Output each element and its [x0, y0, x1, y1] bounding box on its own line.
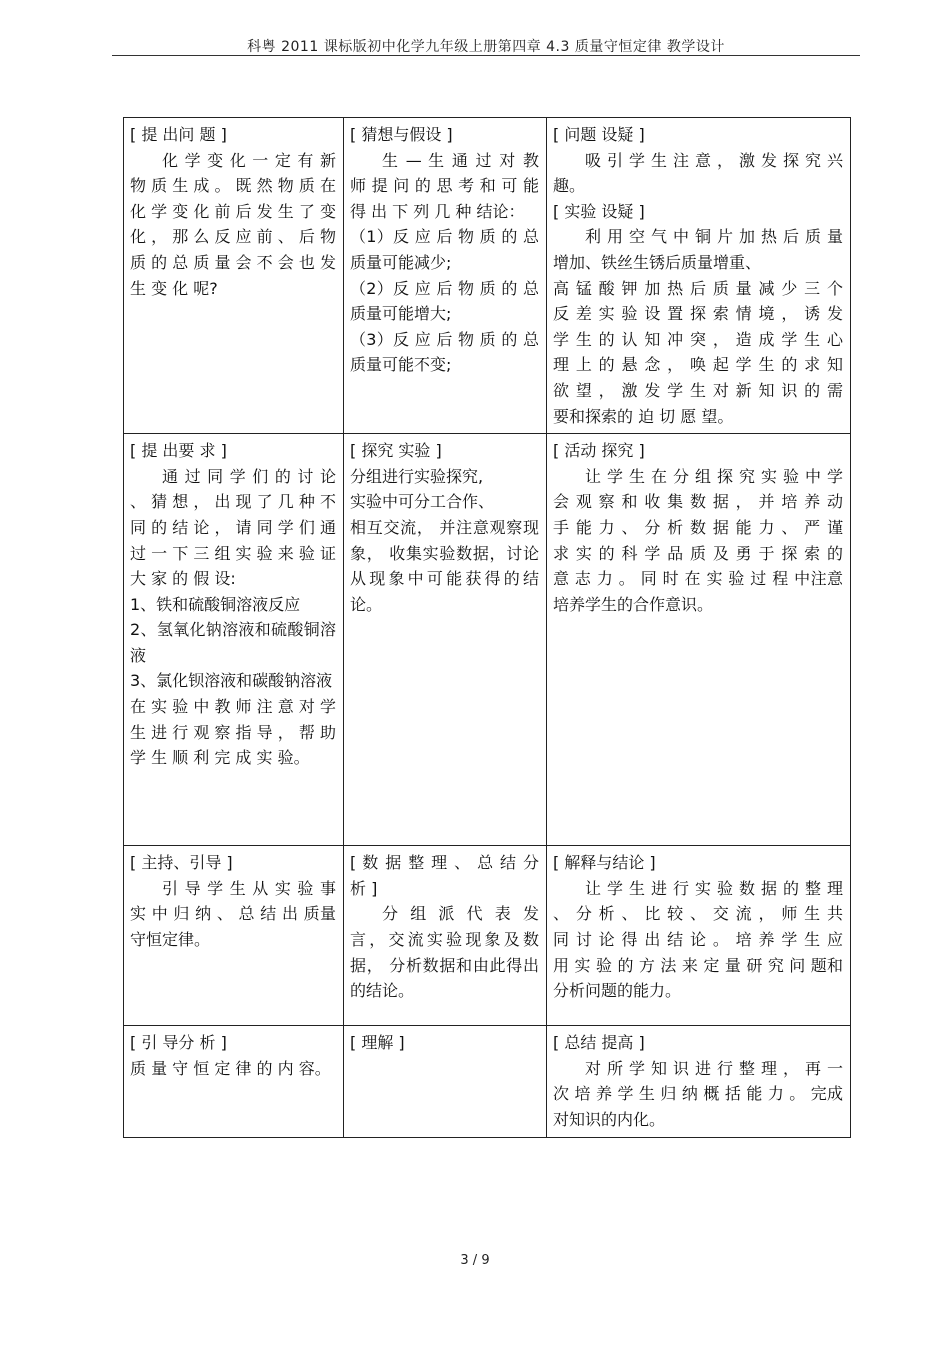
student-activity-cell — [344, 846, 547, 1026]
cell-heading: [ 提 出要 求 ] — [130, 441, 227, 461]
cell-heading: [ 理解 ] — [350, 1033, 405, 1053]
cell-heading: [ 主持、引导 ] — [130, 853, 233, 873]
hypothesis-item: （1）反 应 后 物 质 的 总质量可能减少; — [350, 227, 539, 272]
lesson-design-table — [123, 117, 851, 1138]
cell-heading: [ 解释与结论 ] — [553, 853, 656, 873]
cell-heading: [ 探究 实验 ] — [350, 441, 442, 461]
cell-heading: [ 猜想与假设 ] — [350, 125, 453, 144]
header-divider — [112, 55, 860, 56]
cell-text: 引 导 学 生 从 实 验 事 实 中 归 纳 、 总 结 出 质量守恒定律。 — [130, 878, 336, 949]
cell-text: 质 量 守 恒 定 律 的 内 容。 — [130, 1058, 331, 1078]
cell-heading: [ 引 导分 析 ] — [130, 1033, 227, 1053]
experiment-item: 3、氯化钡溶液和碳酸钠溶液 — [130, 671, 333, 691]
table-row — [124, 846, 851, 1026]
cell-text: 分组进行实验探究, — [350, 466, 484, 486]
design-intent-cell — [547, 1026, 851, 1137]
cell-text: 实验中可分工合作、 — [350, 492, 495, 512]
cell-text: 对 所 学 知 识 进 行 整 理 ， 再 一 次 培 养 学 生 归 纳 概 括 能 力 。 完成对知识的内化。 — [553, 1058, 843, 1129]
cell-text: 通 过 同 学 们 的 讨 论 、 猜 想 ， 出 现 了 几 种 不 同 的 结 论 ， 请 同 学 们 通 过 一 下 三 组 实 验 来 验 证 大 家 的 假 设: — [130, 466, 336, 589]
cell-text: 让 学 生 在 分 组 探 究 实 验 中 学 会 观 察 和 收 集 数 据 ， 并 培 养 动 手 能 力 、 分 析 数 据 能 力 、 严 谨 求 实 的 科 学 品 质 及 勇 于 探 索 的 意 志 力 。 同 时 在 实 验 过 程 中注意培养学生的合作意识。 — [553, 466, 843, 614]
teacher-activity-cell — [124, 434, 344, 846]
table-row — [124, 118, 851, 434]
design-intent-cell — [547, 434, 851, 846]
cell-text: 吸 引 学 生 注 意 ， 激 发 探 究 兴趣。 — [553, 150, 843, 196]
hypothesis-item: （2）反 应 后 物 质 的 总质量可能增大; — [350, 278, 539, 324]
cell-text: 让 学 生 进 行 实 验 数 据 的 整 理 、 分 析 、 比 较 、 交 流 ， 师 生 共 同 讨 论 得 出 结 论 。 培 养 学 生 应 用 实 验 的 方 法 来 定 量 研 究 问 题和分析问题的能力。 — [553, 878, 843, 1001]
experiment-item: 2、氢氧化钠溶液和硫酸铜溶液 — [130, 620, 336, 665]
cell-text: 化 学 变 化 一 定 有 新 物 质 生 成 。 既 然 物 质 在 化 学 变 化 前 后 发 生 了 变 化 ， 那 么 反 应 前 、 后 物 质 的 总 质 量 会 不 会 也 发 生 变 化 呢? — [130, 150, 336, 298]
cell-heading: [ 总结 提高 ] — [553, 1033, 645, 1053]
cell-heading: [ 提 出问 题 ] — [130, 125, 227, 144]
cell-text: 利 用 空 气 中 铜 片 加 热 后 质 量增加、铁丝生锈后质量增重、 — [553, 227, 843, 272]
design-intent-cell — [547, 846, 851, 1026]
page-number: 3 / 9 — [460, 1253, 490, 1268]
cell-heading: [ 数 据 整 理 、 总 结 分 析 ] — [350, 853, 539, 898]
design-intent-cell — [547, 118, 851, 434]
cell-text: 分 组 派 代 表 发 言，交流实验现象及数据， 分析数据和由此得出的结论。 — [350, 904, 539, 1001]
teacher-activity-cell — [124, 118, 344, 434]
experiment-item: 1、铁和硫酸铜溶液反应 — [130, 594, 301, 614]
running-header: 科粤 2011 课标版初中化学九年级上册第四章 4.3 质量守恒定律 教学设计 — [247, 39, 725, 55]
cell-text: 高 锰 酸 钾 加 热 后 质 量 减 少 三 个 反 差 实 验 设 置 探 索 情 境 ， 诱 发 学 生 的 认 知 冲 突 ， 造 成 学 生 心 理 上 的 悬 念 ， 唤 起 学 生 的 求 知 欲 望 ， 激 发 学 生 对 新 知 识 的 需 要和探索的 迫 切 愿 望。 — [553, 278, 843, 426]
cell-text: 相互交流， 并注意观察现象， 收集实验数据，讨论从现象中可能获得的结论。 — [350, 517, 539, 614]
table-row — [124, 434, 851, 846]
student-activity-cell — [344, 434, 547, 846]
cell-text: 在 实 验 中 教 师 注 意 对 学 生 进 行 观 察 指 导 ， 帮 助 学 生 顺 利 完 成 实 验。 — [130, 697, 336, 768]
hypothesis-item: （3）反 应 后 物 质 的 总质量可能不变; — [350, 329, 539, 375]
teacher-activity-cell — [124, 1026, 344, 1137]
cell-text: 生 — 生 通 过 对 教 师 提 问 的 思 考 和 可 能 得 出 下 列 几 种 结论： — [350, 150, 539, 221]
cell-heading: [ 问题 设疑 ] — [553, 125, 645, 144]
student-activity-cell — [344, 1026, 547, 1137]
table-row — [124, 1026, 851, 1137]
cell-heading: [ 实验 设疑 ] — [553, 201, 645, 221]
student-activity-cell — [344, 118, 547, 434]
teacher-activity-cell — [124, 846, 344, 1026]
cell-heading: [ 活动 探究 ] — [553, 441, 645, 461]
